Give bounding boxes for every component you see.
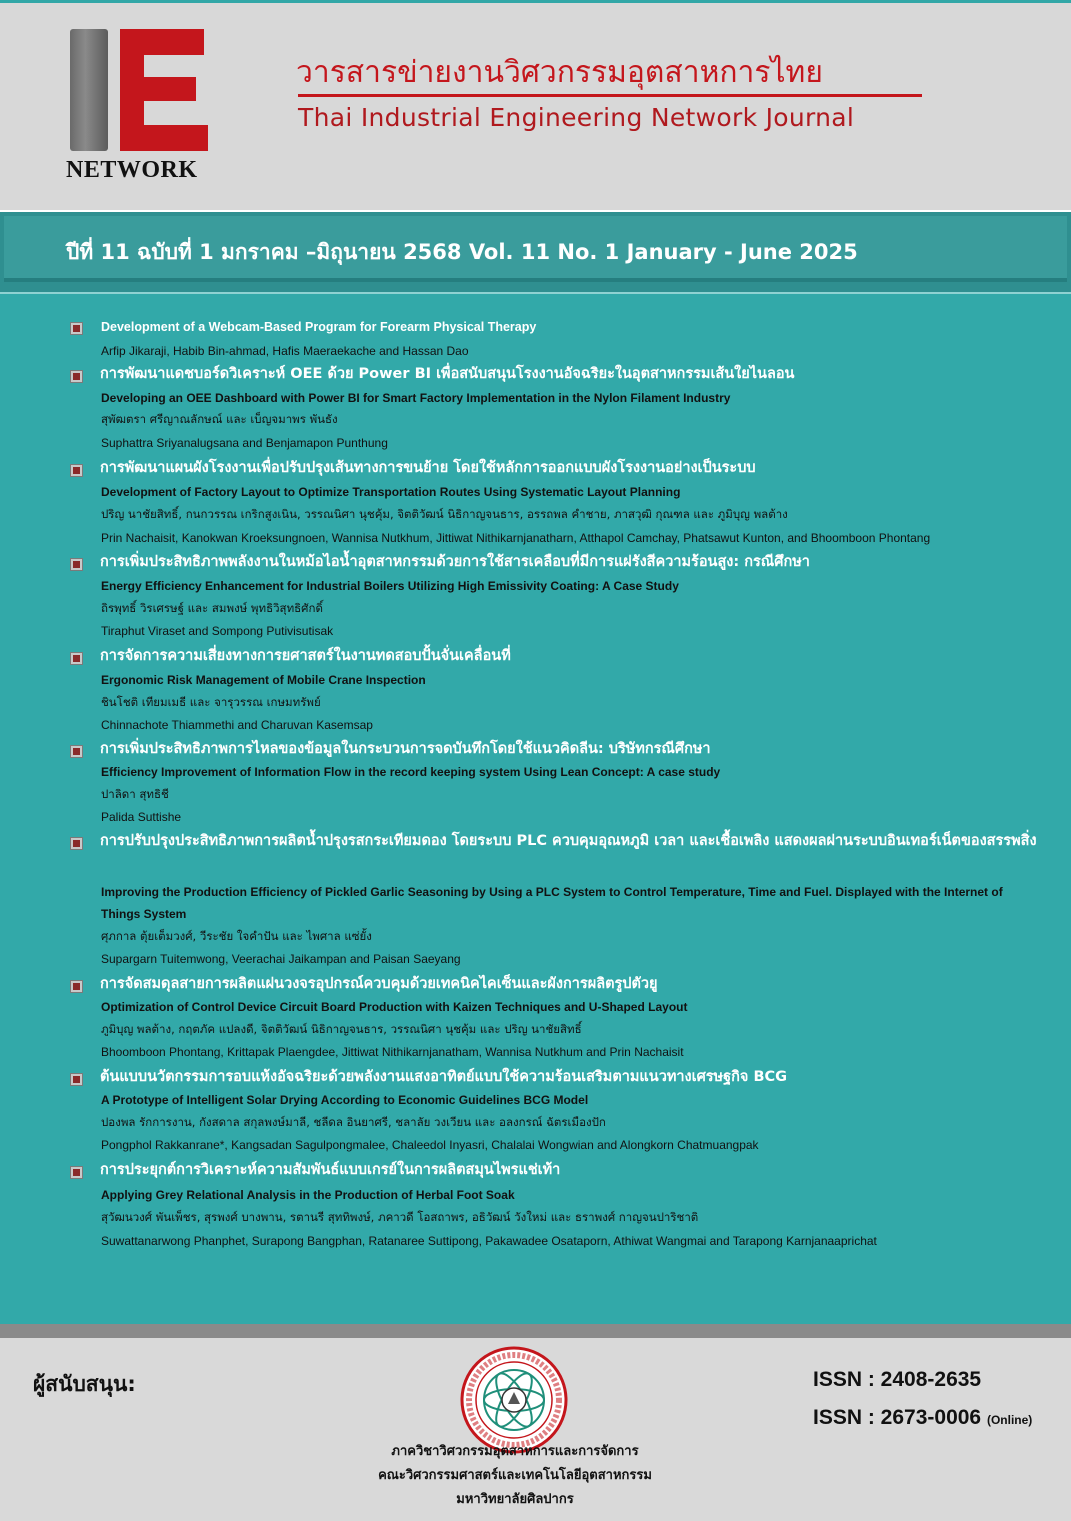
logo-letter-e [120,29,208,151]
issn-print: ISSN : 2408-2635 [813,1368,982,1391]
article-title-en: A Prototype of Intelligent Solar Drying According to Economic Guidelines BCG Model [101,1093,589,1107]
logo-network-text: NETWORK [66,157,198,183]
article-title-en: Energy Efficiency Enhancement for Industrial Boilers Utilizing High Emissivity Coating: A Case Study [101,579,679,593]
footer-divider [0,1324,1071,1338]
article-authors-th: ภูมิบุญ พลต้าง, กฤตภัค แปลงดี, จิตติวัฒน์ นิธิกาญจนธาร, วรรณนิศา นุชคุ้ม และ ปริญ นาชัยสิทธิ์ [101,1022,582,1036]
article-authors-en: Suphattra Sriyanalugsana and Benjamapon Punthung [101,436,388,450]
article-title-en: Developing an OEE Dashboard with Power BI for Smart Factory Implementation in the Nylon Filament Industry [101,391,731,405]
bullet-box-icon [70,980,83,993]
article-title-en: Efficiency Improvement of Information Flow in the record keeping system Using Lean Concept: A case study [101,765,721,779]
article-title-en: Optimization of Control Device Circuit Board Production with Kaizen Techniques and U-Shaped Layout [101,1000,688,1014]
article-title-en: Development of Factory Layout to Optimize Transportation Routes Using Systematic Layout Planning [101,485,681,499]
article-authors-th: สุวัฒนวงศ์ พันเพ็ชร, สุรพงศ์ บางพาน, รตานรี สุททิพงษ์, ภคาวดี โอสถาพร, อธิวัฒน์ วังใหม่ และ ธราพงศ์ กาญจนปาริชาติ [101,1210,699,1224]
bullet-box-icon [70,558,83,571]
article-authors-en: Arfip Jikaraji, Habib Bin-ahmad, Hafis Maeraekache and Hassan Dao [101,344,469,358]
issn-online [813,1406,1032,1430]
article-title-en: Improving the Production Efficiency of Pickled Garlic Seasoning by Using a PLC System to Control Temperature, Time and Fuel. Displayed with the Internet of Things System [101,885,1003,921]
journal-title-thai: วารสารข่ายงานวิศวกรรมอุตสาหการไทย [296,55,823,90]
article-title-en[interactable]: Development of a Webcam-Based Program for Forearm Physical Therapy [101,320,537,334]
article-title-th[interactable]: การเพิ่มประสิทธิภาพพลังงานในหม้อไอน้ำอุตสาหกรรมด้วยการใช้สารเคลือบที่มีการแผ่รังสีความร้อนสูง: กรณีศึกษา [100,554,810,570]
journal-title-english: Thai Industrial Engineering Network Journal [298,103,855,132]
bullet-box-icon [70,1073,83,1086]
bullet-box-icon [70,652,83,665]
university-seal-icon [460,1346,568,1454]
bullet-box-icon [70,464,83,477]
article-authors-en: Pongphol Rakkanrane*, Kangsadan Sagulpongmalee, Chaleedol Inyasri, Chalalai Wongwian and Alongkorn Chatmuangpak [101,1138,759,1152]
article-title-en: Ergonomic Risk Management of Mobile Crane Inspection [101,673,426,687]
article-title-th[interactable]: ต้นแบบนวัตกรรมการอบแห้งอัจฉริยะด้วยพลังงานแสงอาทิตย์แบบใช้ความร้อนเสริมตามแนวทางเศรษฐกิจ BCG [100,1069,788,1085]
contents-panel [0,292,1071,1324]
volume-band [0,212,1071,292]
cover-header [0,0,1071,210]
article-title-th[interactable]: การจัดสมดุลสายการผลิตแผ่นวงจรอุปกรณ์ควบคุมด้วยเทคนิคไคเซ็นและผังการผลิตรูปตัวยู [100,976,658,992]
article-authors-th: ปาลิดา สุทธิชี [101,787,169,801]
bullet-box-icon [70,322,83,335]
title-divider [298,94,922,97]
bullet-box-icon [70,1166,83,1179]
ie-network-logo [62,23,214,193]
article-authors-en: Bhoomboon Phontang, Krittapak Plaengdee, Jittiwat Nithikarnjanatham, Wannisa Nutkhum and Prin Nachaisit [101,1045,684,1059]
article-authors-th: ปองพล รักการงาน, กังสดาล สกุลพงษ์มาลี, ชลีดล อินยาศรี, ชลาลัย วงเวียน และ อลงกรณ์ ฉัตรเมืองปัก [101,1115,606,1129]
article-authors-th: สุพัฒตรา ศรีญาณลักษณ์ และ เบ็ญจมาพร พันธัง [101,412,338,426]
article-authors-en: Supargarn Tuitemwong, Veerachai Jaikampan and Paisan Saeyang [101,952,461,966]
bullet-box-icon [70,745,83,758]
cover-footer [0,1338,1071,1521]
article-authors-th: ชินโชติ เทียมเมธี และ จารุวรรณ เกษมทรัพย์ [101,695,321,709]
logo-letter-i [70,29,108,151]
volume-band-inner [4,216,1067,278]
article-title-th[interactable]: การพัฒนาแดชบอร์ดวิเคราะห์ OEE ด้วย Power BI เพื่อสนับสนุนโรงงานอัจฉริยะในอุตสาหกรรมเส้นใยไนลอน [100,366,795,382]
bullet-box-icon [70,370,83,383]
article-authors-en: Suwattanarwong Phanphet, Surapong Bangphan, Ratanaree Suttipong, Pakawadee Osataporn, Athiwat Wangmai and Tarapong Karnjanaaprichat [101,1234,877,1248]
issn-online-note: (Online) [986,1413,1033,1427]
article-authors-th: ถิรพุทธิ์ วิรเศรษฐ์ และ สมพงษ์ พุทธิวิสุทธิศักดิ์ [101,601,323,615]
volume-issue-text: ปีที่ 11 ฉบับที่ 1 มกราคม –มิถุนายน 2568 Vol. 11 No. 1 January - June 2025 [66,240,858,264]
article-title-th[interactable]: การปรับปรุงประสิทธิภาพการผลิตน้ำปรุงรสกระเทียมดอง โดยระบบ PLC ควบคุมอุณหภูมิ เวลา และเชื้อเพลิง แสดงผลผ่านระบบอินเทอร์เน็ตของสรรพสิ่ง [100,833,1037,849]
article-title-th[interactable]: การพัฒนาแผนผังโรงงานเพื่อปรับปรุงเส้นทางการขนย้าย โดยใช้หลักการออกแบบผังโรงงานอย่างเป็นระบบ [100,460,756,476]
supporter-label: ผู้สนับสนุน: [33,1372,136,1396]
issn-online-number: ISSN : 2673-0006 [813,1406,982,1429]
article-authors-en: Tiraphut Viraset and Sompong Putivisutisak [101,624,334,638]
article-authors-en: Chinnachote Thiammethi and Charuvan Kasemsap [101,718,373,732]
article-authors-en: Palida Suttishe [101,810,182,824]
article-authors-th: ปริญ นาชัยสิทธิ์, กนกวรรณ เกริกสูงเนิน, วรรณนิศา นุชคุ้ม, จิตติวัฒน์ นิธิกาญจนธาร, อรรถพล คำชาย, ภาสวุฒิ กุณฑล และ ภูมิบุญ พลต้าง [101,507,788,521]
faculty-name: คณะวิศวกรรมศาสตร์และเทคโนโลยีอุตสาหกรรม [378,1468,652,1483]
article-title-en: Applying Grey Relational Analysis in the Production of Herbal Foot Soak [101,1188,515,1202]
university-name: มหาวิทยาลัยศิลปากร [456,1492,574,1507]
article-authors-th: ศุภกาล ตุ้ยเต็มวงศ์, วีระชัย ใจคำปัน และ ไพศาล แซ่ยั้ง [101,929,372,943]
article-title-th[interactable]: การจัดการความเสี่ยงทางการยศาสตร์ในงานทดสอบปั้นจั่นเคลื่อนที่ [100,648,511,664]
department-name: ภาควิชาวิศวกรรมอุตสาหการและการจัดการ [391,1444,639,1459]
bullet-box-icon [70,837,83,850]
article-title-th[interactable]: การเพิ่มประสิทธิภาพการไหลของข้อมูลในกระบวนการจดบันทึกโดยใช้แนวคิดลีน: บริษัทกรณีศึกษา [100,741,711,757]
article-authors-en: Prin Nachaisit, Kanokwan Kroeksungnoen, Wannisa Nutkhum, Jittiwat Nithikarnjanatharn, Atthapol Camchay, Phatsawut Kunton, and Bhoomboon Phontang [101,531,931,545]
article-title-th[interactable]: การประยุกต์การวิเคราะห์ความสัมพันธ์แบบเกรย์ในการผลิตสมุนไพรแช่เท้า [100,1162,561,1178]
